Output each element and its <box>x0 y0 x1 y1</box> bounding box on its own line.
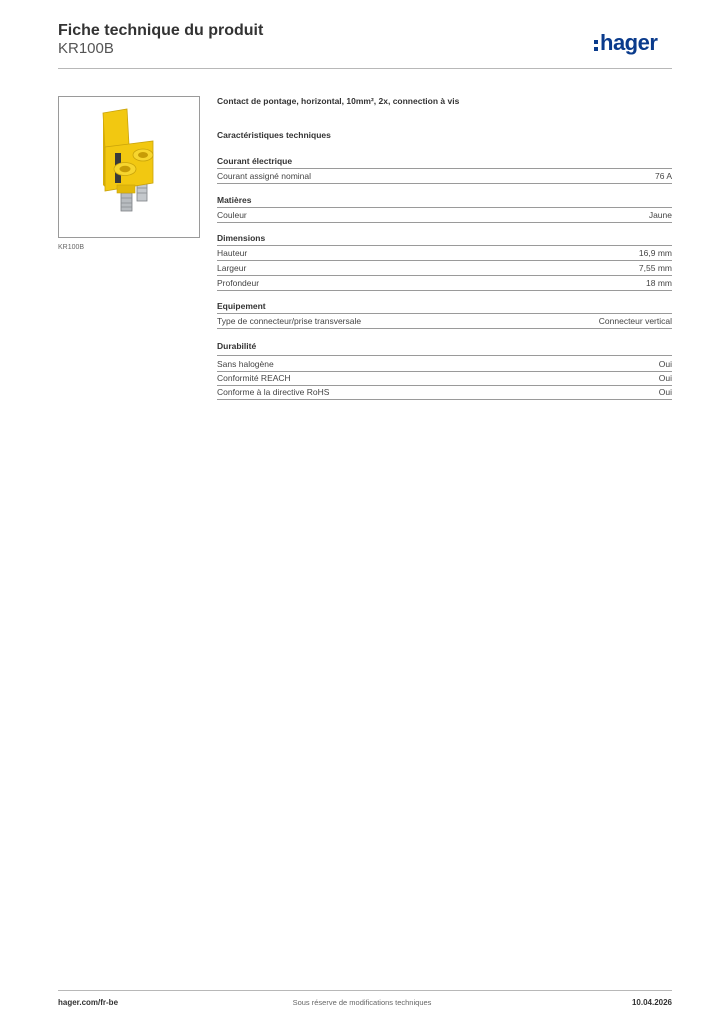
section-title: Durabilité <box>217 341 257 351</box>
spec-label: Courant assigné nominal <box>217 171 312 181</box>
spec-label: Hauteur <box>217 248 248 258</box>
spec-label: Type de connecteur/prise transversale <box>217 316 362 326</box>
footer-divider <box>58 990 672 991</box>
footer-date: 10.04.2026 <box>631 998 672 1007</box>
spec-row <box>217 357 672 371</box>
section-title: Matières <box>217 195 252 205</box>
spec-row <box>217 371 672 385</box>
spec-row <box>217 314 672 328</box>
spec-row <box>217 208 672 222</box>
row-divider <box>217 328 672 329</box>
page-title: Fiche technique du produit <box>58 22 264 39</box>
section-title: Courant électrique <box>217 156 293 166</box>
spec-value: 18 mm <box>646 278 672 288</box>
spec-label: Couleur <box>217 210 247 220</box>
row-divider <box>217 183 672 184</box>
bridging-contact-illustration <box>59 97 199 237</box>
product-description: Contact de pontage, horizontal, 10mm², 2x, connection à vis <box>217 96 460 106</box>
header-divider <box>58 68 672 69</box>
spec-row <box>217 246 672 260</box>
spec-value: Oui <box>658 373 672 383</box>
spec-value: 16,9 mm <box>638 248 672 258</box>
image-caption: KR100B <box>58 244 85 251</box>
spec-value: Oui <box>658 387 672 397</box>
hager-logo <box>594 28 657 58</box>
product-image <box>58 96 200 238</box>
row-divider <box>217 290 672 291</box>
footer-disclaimer: Sous réserve de modifications techniques <box>292 998 432 1007</box>
logo-text: hager <box>600 30 658 55</box>
section-divider <box>217 355 672 356</box>
spec-value: Jaune <box>648 210 672 220</box>
spec-row <box>217 276 672 290</box>
product-reference: KR100B <box>58 40 114 57</box>
spec-value: 76 A <box>654 171 672 181</box>
spec-value: Oui <box>658 359 672 369</box>
section-title: Equipement <box>217 301 266 311</box>
footer-website-link[interactable]: hager.com/fr-be <box>58 998 119 1007</box>
spec-label: Conforme à la directive RoHS <box>217 387 330 397</box>
spec-value: Connecteur vertical <box>598 316 672 326</box>
spec-label: Profondeur <box>217 278 260 288</box>
specifications-heading: Caractéristiques techniques <box>217 130 331 140</box>
section-title: Dimensions <box>217 233 266 243</box>
spec-row <box>217 261 672 275</box>
spec-row <box>217 385 672 399</box>
spec-row <box>217 169 672 183</box>
spec-value: 7,55 mm <box>638 263 672 273</box>
spec-label: Sans halogène <box>217 359 274 369</box>
spec-label: Largeur <box>217 263 247 273</box>
logo-mark-icon <box>594 40 598 51</box>
row-divider <box>217 222 672 223</box>
row-divider <box>217 399 672 400</box>
spec-label: Conformité REACH <box>217 373 291 383</box>
